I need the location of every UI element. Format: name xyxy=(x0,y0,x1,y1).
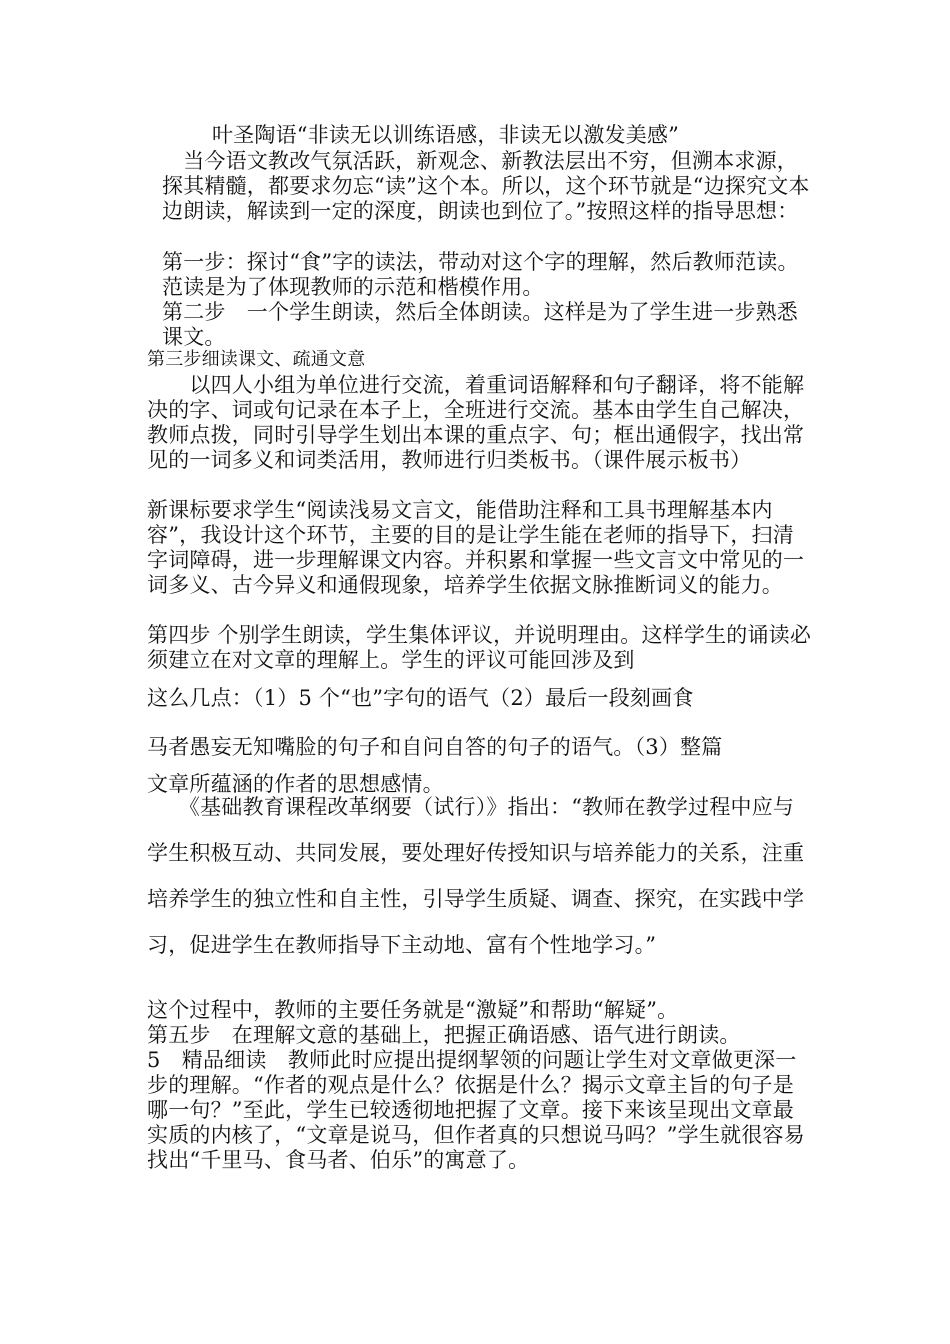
heading-step-three: 第三步细读课文、疏通文意 xyxy=(147,349,366,370)
paragraph-step-five: 第五步 在理解文意的基础上，把握正确语感、语气进行朗读。 xyxy=(147,1023,741,1047)
paragraph-curriculum-standard: 新课标要求学生“阅读浅易文言文，能借助注释和工具书理解基本内容”，我设计这个环节，主要的目的是让学生能在老师的指导下，扫清字词障碍，进一步理解课文内容。并积累和掌握一些文言文中常见的一词多义、古今异义和通假现象，培养学生依据文脉推断词义的能力。 xyxy=(147,498,805,597)
paragraph-step-four-d: 文章所蕴涵的作者的思想感情。 xyxy=(147,772,444,796)
paragraph-step-one: 第一步：探讨“食”字的读法，带动对这个字的理解，然后教师范读。范读是为了体现教师的示范和楷模作用。 xyxy=(162,250,799,299)
paragraph-step-four-a: 第四步 个别学生朗读，学生集体评议，并说明理由。这样学生的诵读必须建立在对文章的理解上。学生的评议可能回涉及到 xyxy=(147,623,812,672)
paragraph-section-five: 5 精品细读 教师此时应提出提纲挈领的问题让学生对文章做更深一步的理解。“作者的观点是什么？依据是什么？揭示文章主旨的句子是哪一句？”至此，学生已较透彻地把握了文章。接下来该呈现出文章最实质的内核了，“文章是说马，但作者真的只想说马吗？”学生就很容易找出“千里马、食马者、伯乐”的寓意了。 xyxy=(147,1048,805,1172)
paragraph-reading-intro: 当今语文教改气氛活跃，新观念、新教法层出不穷，但溯本求源，探其精髓，都要求勿忘“读”这个本。所以，这个环节就是“边探究文本边朗读，解读到一定的深度，朗读也到位了。”按照这样的指导思想： xyxy=(162,149,810,223)
paragraph-step-two: 第二步 一个学生朗读，然后全体朗读。这样是为了学生进一步熟悉课文。 xyxy=(162,300,798,349)
paragraph-step-four-b: 这么几点：（1）5 个“也”字句的语气（2）最后一段刻画食 xyxy=(147,686,694,710)
quote-title: 叶圣陶语“非读无以训练语感，非读无以激发美感” xyxy=(212,123,680,147)
paragraph-step-three-body: 以四人小组为单位进行交流，着重词语解释和句子翻译，将不能解决的字、词或句记录在本子上，全班进行交流。基本由学生自己解决，教师点拨，同时引导学生划出本课的重点字、句；框出通假字，找出常见的一词多义和词类活用，教师进行归类板书。（课件展示板书） xyxy=(147,373,805,472)
paragraph-process: 这个过程中，教师的主要任务就是“激疑”和帮助“解疑”。 xyxy=(147,998,679,1022)
paragraph-curriculum-quote: 《基础教育课程改革纲要（试行）》指出：“教师在教学过程中应与学生积极互动、共同发展，要处理好传授知识与培养能力的关系，注重培养学生的独立性和自主性，引导学生质疑、调查、探究，在实践中学习，促进学生在教师指导下主动地、富有个性地学习。” xyxy=(147,795,805,957)
paragraph-step-four-c: 马者愚妄无知嘴脸的句子和自问自答的句子的语气。（3）整篇 xyxy=(147,735,723,759)
